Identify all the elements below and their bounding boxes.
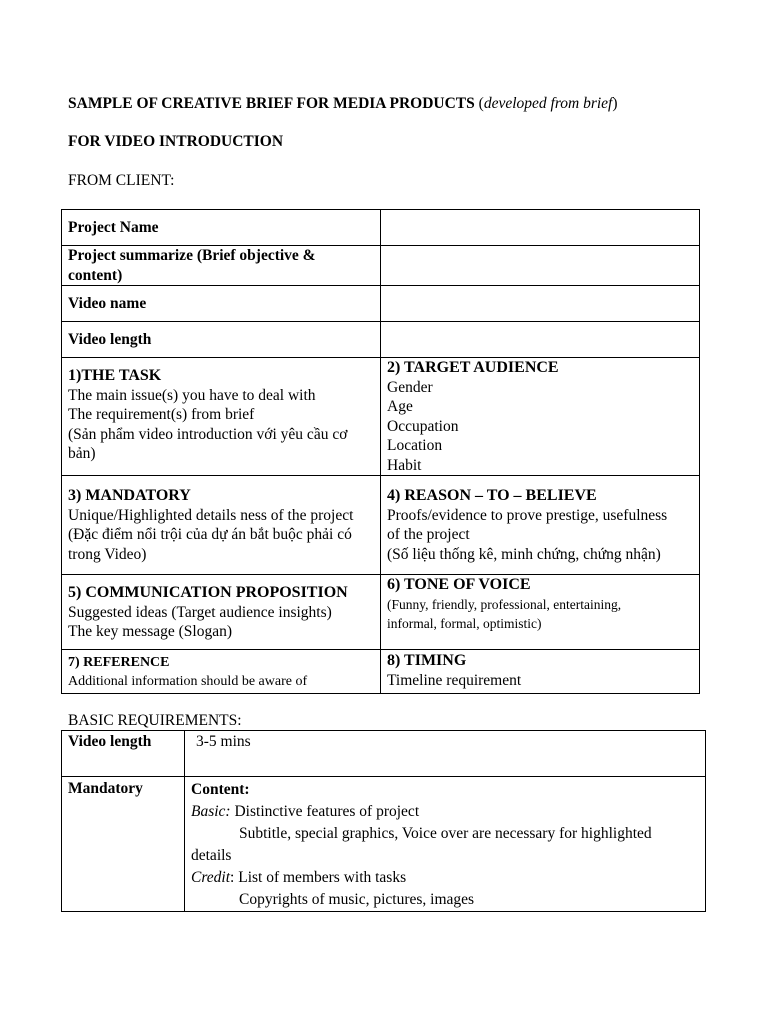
credit-line-2: Copyrights of music, pictures, images bbox=[239, 891, 475, 908]
basic-line-2: Subtitle, special graphics, Voice over are necessary for highlighted bbox=[239, 825, 652, 842]
tone-heading: 6) TONE OF VOICE bbox=[387, 576, 531, 593]
basic-requirements-table bbox=[61, 730, 706, 912]
project-summarize-line-1: Project summarize (Brief objective & bbox=[68, 247, 316, 264]
mandatory-line: Unique/Highlighted details ness of the project bbox=[68, 506, 354, 524]
timing-line: Timeline requirement bbox=[387, 671, 522, 689]
client-brief-table bbox=[61, 209, 700, 694]
content-label: Content: bbox=[191, 781, 250, 798]
table-row bbox=[62, 777, 706, 912]
video-length-req-value: 3-5 mins bbox=[185, 731, 706, 777]
project-name-label: Project Name bbox=[62, 210, 381, 246]
audience-item: Location bbox=[387, 437, 443, 454]
reason-line: of the project bbox=[387, 526, 470, 543]
title-paren-open: ( bbox=[474, 95, 484, 112]
mandatory-heading: 3) MANDATORY bbox=[68, 487, 191, 504]
document-title bbox=[68, 94, 618, 114]
credit-label: Credit bbox=[191, 869, 231, 886]
communication-cell bbox=[62, 575, 381, 650]
mandatory-line: (Đặc điểm nổi trội của dự án bắt buộc phải có bbox=[68, 526, 352, 543]
target-audience-cell bbox=[381, 358, 700, 476]
basic-text: Distinctive features of project bbox=[230, 803, 420, 820]
table-row bbox=[62, 246, 700, 286]
video-length-value-cell bbox=[381, 322, 700, 358]
tone-of-voice-cell bbox=[381, 575, 700, 650]
task-heading: 1)THE TASK bbox=[68, 367, 162, 384]
table-row bbox=[62, 286, 700, 322]
credit-text: : List of members with tasks bbox=[230, 869, 407, 886]
video-length-req-label: Video length bbox=[62, 731, 185, 777]
table-row bbox=[62, 650, 700, 694]
table-row bbox=[62, 322, 700, 358]
audience-item: Habit bbox=[387, 456, 422, 474]
mandatory-cell bbox=[62, 476, 381, 575]
title-italic: developed from brief bbox=[483, 95, 613, 112]
audience-item: Age bbox=[387, 398, 413, 415]
project-summarize-line-2: content) bbox=[68, 266, 123, 284]
reason-line: (Số liệu thống kê, minh chứng, chứng nhận) bbox=[387, 545, 661, 563]
communication-line: Suggested ideas (Target audience insights) bbox=[68, 603, 332, 621]
mandatory-line: trong Video) bbox=[68, 545, 147, 563]
reference-cell bbox=[62, 650, 381, 694]
task-line: The requirement(s) from brief bbox=[68, 406, 255, 423]
basic-label: Basic: bbox=[191, 803, 231, 820]
table-row bbox=[62, 575, 700, 650]
reference-heading: 7) REFERENCE bbox=[68, 655, 170, 670]
audience-item: Occupation bbox=[387, 417, 459, 435]
task-line: (Sản phẩm video introduction với yêu cầu cơ bbox=[68, 425, 348, 443]
title-bold: SAMPLE OF CREATIVE BRIEF FOR MEDIA PRODUCTS bbox=[68, 95, 475, 112]
mandatory-req-content bbox=[185, 777, 706, 912]
table-row bbox=[62, 210, 700, 246]
timing-cell bbox=[381, 650, 700, 694]
task-line: bản) bbox=[68, 445, 96, 462]
video-name-label: Video name bbox=[62, 286, 381, 322]
mandatory-req-label: Mandatory bbox=[62, 777, 185, 912]
table-row bbox=[62, 476, 700, 575]
target-audience-heading: 2) TARGET AUDIENCE bbox=[387, 359, 559, 376]
communication-heading: 5) COMMUNICATION PROPOSITION bbox=[68, 584, 348, 601]
tone-line: informal, formal, optimistic) bbox=[387, 615, 542, 631]
basic-line-3: details bbox=[191, 847, 232, 864]
audience-item: Gender bbox=[387, 378, 433, 396]
project-summarize-value-cell bbox=[381, 246, 700, 286]
credit-line bbox=[191, 867, 699, 889]
task-line: The main issue(s) you have to deal with bbox=[68, 386, 316, 404]
project-name-value-cell bbox=[381, 210, 700, 246]
video-length-label: Video length bbox=[62, 322, 381, 358]
project-summarize-label bbox=[62, 246, 381, 286]
title-paren-close: ) bbox=[612, 95, 618, 112]
tone-line: (Funny, friendly, professional, entertaining, bbox=[387, 596, 622, 612]
reason-heading: 4) REASON – TO – BELIEVE bbox=[387, 487, 597, 504]
from-client-label: FROM CLIENT: bbox=[68, 172, 175, 189]
reason-to-believe-cell bbox=[381, 476, 700, 575]
reason-line: Proofs/evidence to prove prestige, usefulness bbox=[387, 506, 668, 524]
basic-requirements-label: BASIC REQUIREMENTS: bbox=[68, 712, 242, 729]
basic-line bbox=[191, 801, 699, 823]
timing-heading: 8) TIMING bbox=[387, 652, 467, 669]
video-name-value-cell bbox=[381, 286, 700, 322]
table-row bbox=[62, 358, 700, 476]
table-row bbox=[62, 731, 706, 777]
document-subtitle: FOR VIDEO INTRODUCTION bbox=[68, 133, 284, 150]
reference-line: Additional information should be aware of bbox=[68, 674, 308, 689]
communication-line: The key message (Slogan) bbox=[68, 623, 232, 640]
task-cell bbox=[62, 358, 381, 476]
